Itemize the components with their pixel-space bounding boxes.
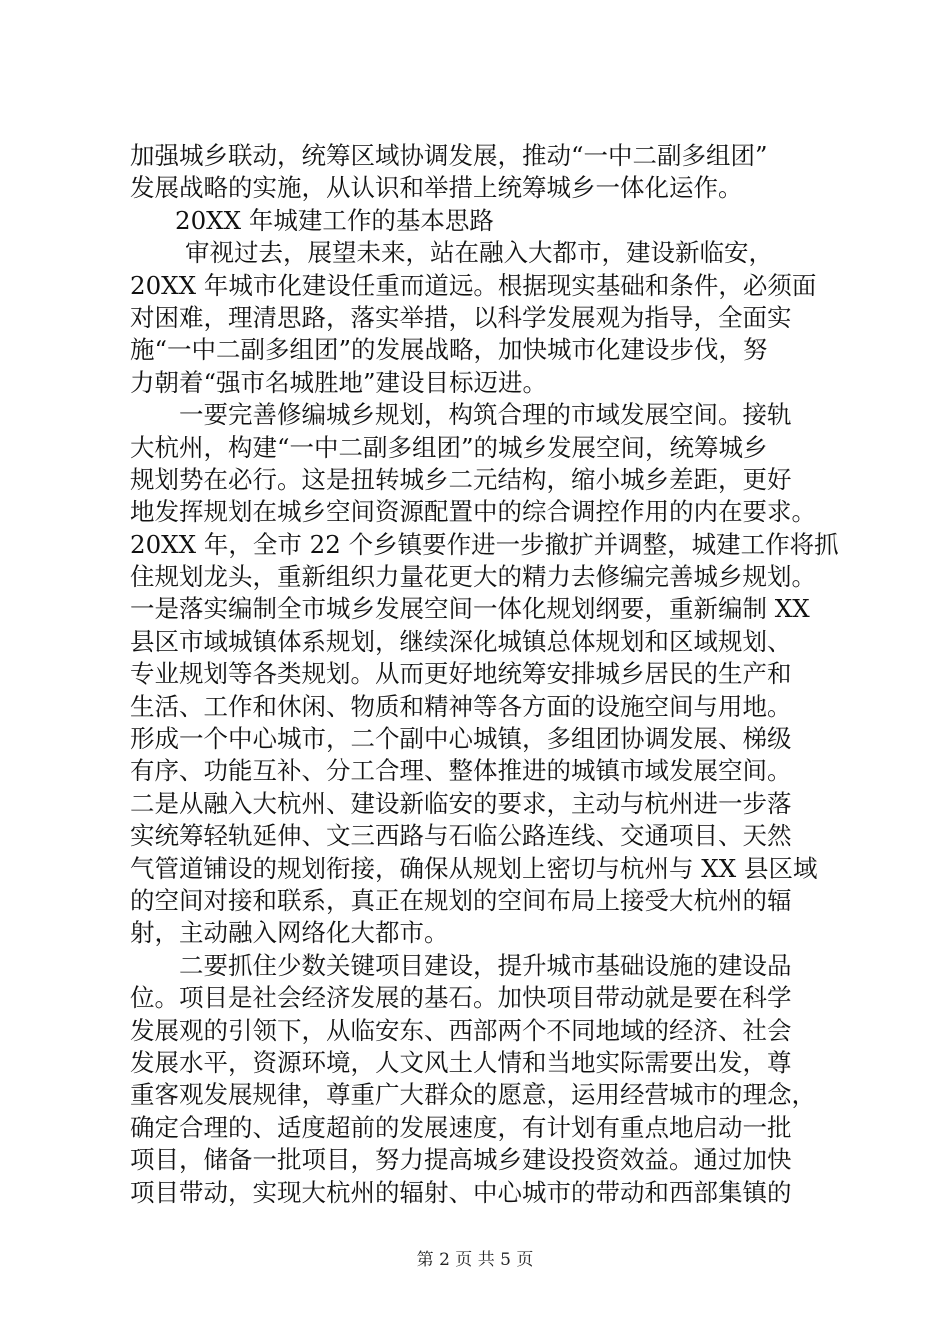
text-line: 气管道铺设的规划衔接，确保从规划上密切与杭州与 XX 县区域 (130, 853, 818, 883)
text-line: 审视过去，展望未来，站在融入大都市，建设新临安， (185, 238, 773, 268)
text-line: 的空间对接和联系，真正在规划的空间布局上接受大杭州的辐 (130, 885, 792, 915)
text-line: 发展观的引领下，从临安东、西部两个不同地域的经济、社会 (130, 1015, 792, 1045)
paragraph-planning (130, 399, 839, 950)
text-line: 位。项目是社会经济发展的基石。加快项目带动就是要在科学 (130, 983, 792, 1013)
text-line: 二是从融入大杭州、建设新临安的要求，主动与杭州进一步落 (130, 788, 792, 818)
text-line: 有序、功能互补、分工合理、整体推进的城镇市域发展空间。 (130, 756, 792, 786)
text-line: 施“一中二副多组团”的发展战略，加快城市化建设步伐，努 (130, 335, 768, 365)
text-line: 一是落实编制全市城乡发展空间一体化规划纲要，重新编制 XX (130, 594, 810, 624)
text-line: 项目带动，实现大杭州的辐射、中心城市的带动和西部集镇的 (130, 1177, 792, 1207)
text-line: 生活、工作和休闲、物质和精神等各方面的设施空间与用地。 (130, 691, 792, 721)
text-line: 形成一个中心城市，二个副中心城镇，多组团协调发展、梯级 (130, 724, 792, 754)
text-line: 专业规划等各类规划。从而更好地统筹安排城乡居民的生产和 (130, 659, 792, 689)
paragraph-heading (130, 205, 830, 237)
text-line: 一要完善修编城乡规划，构筑合理的市域发展空间。接轨 (179, 400, 792, 430)
text-line: 项目，储备一批项目，努力提高城乡建设投资效益。通过加快 (130, 1145, 792, 1175)
page-number-label: 第 2 页 共 5 页 (416, 1250, 534, 1270)
text-line: 实统筹轻轨延伸、文三西路与石临公路连线、交通项目、天然 (130, 821, 792, 851)
text-line: 20XX 年城市化建设任重而道远。根据现实基础和条件，必须面 (130, 270, 817, 300)
document-body (130, 140, 839, 1209)
text-line: 对困难，理清思路，落实举措，以科学发展观为指导，全面实 (130, 302, 792, 332)
paragraph-projects (130, 950, 830, 1209)
text-line: 射，主动融入网络化大都市。 (130, 918, 449, 948)
text-line: 地发挥规划在城乡空间资源配置中的综合调控作用的内在要求。 (130, 497, 816, 527)
text-line: 力朝着“强市名城胜地”建设目标迈进。 (130, 367, 548, 397)
paragraph-review (130, 237, 830, 399)
text-line: 二要抓住少数关键项目建设，提升城市基础设施的建设品 (179, 950, 792, 980)
text-line: 大杭州，构建“一中二副多组团”的城乡发展空间，统筹城乡 (130, 432, 768, 462)
text-line: 县区市域城镇体系规划，继续深化城镇总体规划和区域规划、 (130, 626, 792, 656)
text-line: 20XX 年，全市 22 个乡镇要作进一步撤扩并调整，城建工作将抓 (130, 529, 839, 559)
text-line: 规划势在必行。这是扭转城乡二元结构，缩小城乡差距，更好 (130, 464, 792, 494)
text-line: 住规划龙头，重新组织力量花更大的精力去修编完善城乡规划。 (130, 562, 816, 592)
text-line: 发展水平，资源环境，人文风土人情和当地实际需要出发，尊 (130, 1047, 792, 1077)
text-line: 重客观发展规律，尊重广大群众的愿意，运用经营城市的理念， (130, 1080, 816, 1110)
paragraph-intro (130, 140, 830, 205)
text-line: 加强城乡联动，统筹区域协调发展，推动“一中二副多组团” (130, 141, 768, 170)
page-footer (0, 1249, 950, 1271)
text-line: 20XX 年城建工作的基本思路 (175, 205, 494, 235)
text-line: 确定合理的、适度超前的发展速度，有计划有重点地启动一批 (130, 1112, 792, 1142)
text-line: 发展战略的实施，从认识和举措上统筹城乡一体化运作。 (130, 173, 743, 203)
